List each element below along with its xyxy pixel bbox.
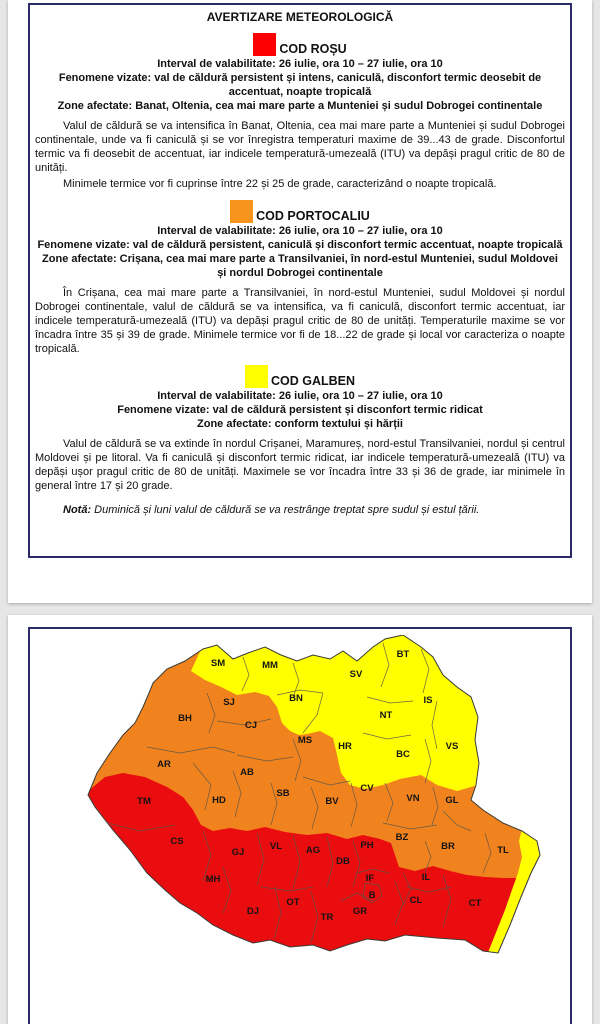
portocaliu-interval: Interval de valabilitate: 26 iulie, ora 10 – 27 iulie, ora 10 <box>157 225 443 237</box>
county-label-is: IS <box>423 695 433 706</box>
portocaliu-fenomene: Fenomene vizate: val de căldură persistent, caniculă și disconfort termic accentuat, noapte tropicală <box>37 239 563 251</box>
galben-paragraph-1: Valul de căldură se va extinde în nordul Crișanei, Maramureș, nord-estul Transilvaniei, nordul și centrul Moldovei și pe litoral. Va fi caniculă și disconfort termic ridicat, iar indicele temperatură-umezeală (ITU) va depăși ușor pragul critic de 80 de unități. Maximele se vor încadra între 33 și 36 de grade, iar minimele în general între 17 și 20 grade. <box>35 438 565 492</box>
county-label-ab: AB <box>240 767 254 778</box>
portocaliu-zone: Zone afectate: Crișana, cea mai mare parte a Transilvaniei, în nord-estul Munteniei, sudul Moldovei și nordul Dobrogei continentale <box>42 253 558 279</box>
bulletin-page <box>8 0 592 603</box>
county-label-hd: HD <box>212 795 226 806</box>
galben-interval: Interval de valabilitate: 26 iulie, ora 10 – 27 iulie, ora 10 <box>157 390 443 402</box>
cod-rosu-label: COD ROȘU <box>279 42 347 56</box>
county-label-vn: VN <box>406 793 420 804</box>
romania-warning-map <box>85 635 545 965</box>
yellow-code-swatch-icon <box>245 365 268 388</box>
county-label-ag: AG <box>305 845 321 856</box>
county-label-hr: HR <box>338 741 352 752</box>
note-text: Duminică și luni valul de căldură se va restrânge treptat spre sudul și estul țării. <box>94 504 480 516</box>
county-label-sb: SB <box>276 788 290 799</box>
county-label-bh: BH <box>178 713 192 724</box>
county-label-tl: TL <box>497 845 509 856</box>
county-label-cl: CL <box>409 895 423 906</box>
county-label-ot: OT <box>286 897 300 908</box>
galben-fenomene: Fenomene vizate: val de căldură persistent și disconfort termic ridicat <box>117 404 483 416</box>
county-label-ct: CT <box>468 898 482 909</box>
note-label: Notă: <box>63 504 92 516</box>
galben-zone: Zone afectate: conform textului și hărții <box>197 418 403 430</box>
county-label-dj: DJ <box>246 906 260 917</box>
rosu-interval: Interval de valabilitate: 26 iulie, ora 10 – 27 iulie, ora 10 <box>157 58 443 70</box>
county-label-bv: BV <box>325 796 339 807</box>
county-label-ar: AR <box>157 759 171 770</box>
county-label-if: IF <box>365 873 375 884</box>
rosu-zone: Zone afectate: Banat, Oltenia, cea mai mare parte a Munteniei și sudul Dobrogei continentale <box>57 100 543 112</box>
county-label-mh: MH <box>205 874 221 885</box>
county-label-bc: BC <box>396 749 410 760</box>
map-bordered-box <box>28 627 572 1024</box>
county-label-bt: BT <box>396 649 410 660</box>
county-label-gj: GJ <box>231 847 245 858</box>
county-label-cs: CS <box>170 836 184 847</box>
county-label-db: DB <box>336 856 350 867</box>
county-label-ms: MS <box>297 735 313 746</box>
cod-galben-heading <box>35 365 565 388</box>
portocaliu-paragraph-1: În Crișana, cea mai mare parte a Transilvaniei, în nord-estul Munteniei, sudul Moldovei și nordul Dobrogei continentale, valul de căldură se va intensifica, va fi caniculă, disconfort termic accentuat, iar indicele temperatură-umezeală (ITU) va depăși pragul critic de 80 de unități. Temperaturile maxime se vor încadra între 35 și 39 de grade. Minimele termice vor fi de 18...22 de grade și local vor caracteriza o noapte tropicală. <box>35 287 565 355</box>
note-line <box>35 503 565 517</box>
rosu-paragraph-1: Valul de căldură se va intensifica în Banat, Oltenia, cea mai mare parte a Munteniei și sudul Dobrogei continentale, unde va fi caniculă și se vor înregistra temperaturi maxime de 39...43 de grade. Disconfortul termic va fi deosebit de accentuat, iar indicele temperatură-umezeală (ITU) va depăși pragul critic de 80 de unități. <box>35 120 565 174</box>
county-label-bn: BN <box>289 693 303 704</box>
county-label-vl: VL <box>269 841 283 852</box>
county-label-mm: MM <box>262 660 278 671</box>
red-code-swatch-icon <box>253 33 276 56</box>
cod-portocaliu-label: COD PORTOCALIU <box>256 209 370 223</box>
county-label-il: IL <box>421 872 431 883</box>
bulletin-bordered-box <box>28 3 572 558</box>
county-label-br: BR <box>441 841 455 852</box>
county-label-sj: SJ <box>223 697 235 708</box>
county-label-tr: TR <box>320 912 334 923</box>
cod-galben-label: COD GALBEN <box>270 374 356 388</box>
cod-portocaliu-heading <box>35 200 565 223</box>
county-label-cj: CJ <box>244 720 258 731</box>
county-label-b: B <box>368 890 376 901</box>
county-label-tm: TM <box>137 796 151 807</box>
county-label-nt: NT <box>379 710 393 721</box>
county-label-gl: GL <box>445 795 459 806</box>
county-label-ph: PH <box>360 840 374 851</box>
rosu-paragraph-2: Minimele termice vor fi cuprinse între 22 și 25 de grade, caracterizând o noapte tropicală. <box>63 178 497 190</box>
cod-rosu-heading <box>35 33 565 56</box>
county-label-bz: BZ <box>395 832 409 843</box>
county-label-sm: SM <box>210 658 226 669</box>
orange-code-swatch-icon <box>230 200 253 223</box>
county-label-gr: GR <box>352 906 368 917</box>
page-title: AVERTIZARE METEOROLOGICĂ <box>206 10 394 24</box>
county-label-sv: SV <box>349 669 363 680</box>
county-label-vs: VS <box>445 741 459 752</box>
rosu-fenomene: Fenomene vizate: val de căldură persistent și intens, caniculă, disconfort termic deosebit de accentuat, noapte tropicală <box>58 72 542 98</box>
county-label-cv: CV <box>360 783 374 794</box>
map-page <box>8 615 592 1024</box>
